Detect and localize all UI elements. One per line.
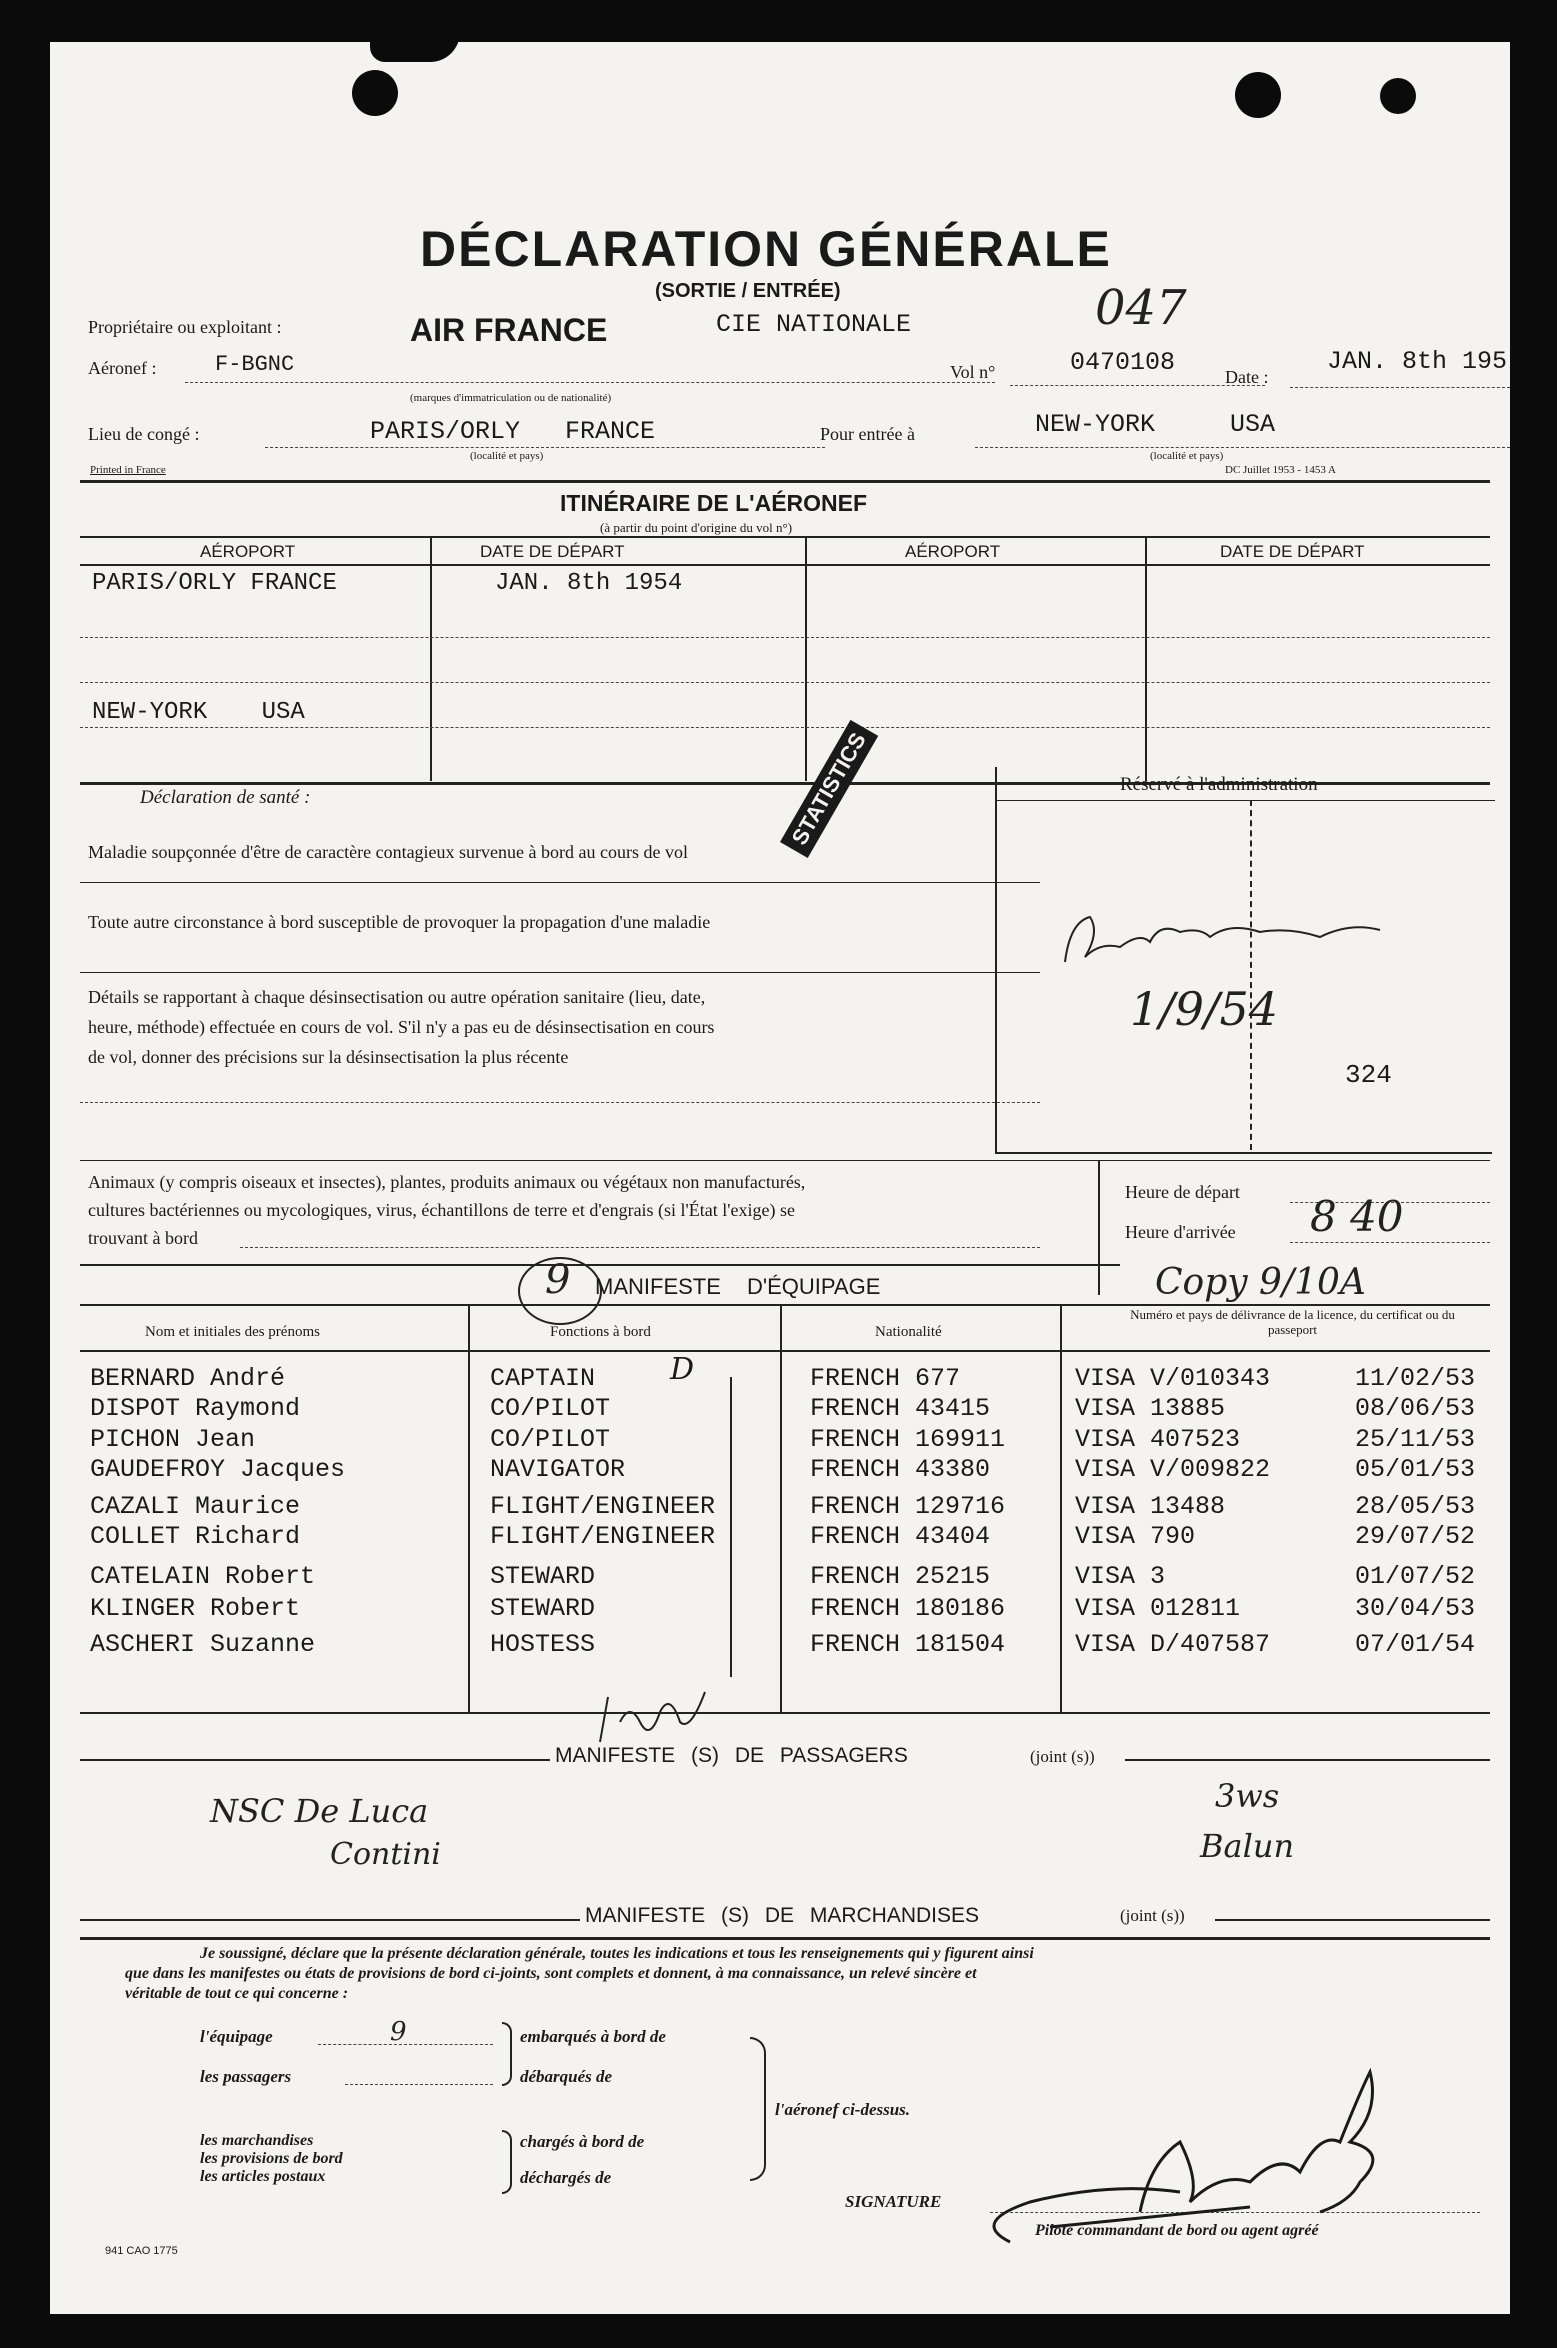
admin-title: Réservé à l'administration (1120, 774, 1318, 795)
passengers-note-right1: 3ws (1215, 1777, 1280, 1815)
locality-note-1: (localité et pays) (470, 450, 544, 462)
decl-embarked: embarqués à bord de (520, 2027, 666, 2046)
crew-license-date: 30/04/53 (1355, 1594, 1476, 1623)
itinerary-col-airport-1: AÉROPORT (200, 542, 296, 561)
owner-value: AIR FRANCE (410, 312, 608, 348)
crew-function: STEWARD (490, 1594, 596, 1623)
health-title: Déclaration de santé : (140, 787, 311, 808)
declaration-line2: que dans les manifestes ou états de provisions de bord ci-joints, sont complets et donnent, à ma connaissance, un relevé sincère et (125, 1965, 977, 1982)
crew-name: KLINGER Robert (90, 1594, 301, 1623)
crew-license: VISA V/009822 (1075, 1455, 1271, 1484)
passengers-note-left1: NSC De Luca (210, 1792, 429, 1830)
flight-value: 0470108 (1070, 348, 1176, 377)
signature-role: Pilote commandant de bord ou agent agréé (1035, 2222, 1319, 2239)
decl-crew-value: 9 (390, 2017, 407, 2047)
departure-time-label: Heure de départ (1125, 1182, 1240, 1202)
crew-circled-count: 9 (545, 1257, 571, 1303)
crew-nationality: FRENCH 43404 (810, 1522, 991, 1551)
crew-function: CO/PILOT (490, 1394, 611, 1423)
crew-nationality: FRENCH 129716 (810, 1492, 1006, 1521)
animals-line2: cultures bactériennes ou mycologiques, virus, échantillons de terre et d'engrais (si l'État l'exige) se (88, 1200, 796, 1220)
admin-number: 324 (1345, 1060, 1392, 1090)
crew-name: DISPOT Raymond (90, 1394, 301, 1423)
itinerary-subtitle: (à partir du point d'origine du vol n°) (600, 520, 793, 535)
marks-note: (marques d'immatriculation ou de nationalité) (410, 392, 612, 404)
decl-bracket-1 (502, 2022, 512, 2086)
signature-label: SIGNATURE (845, 2192, 942, 2211)
crew-col-name: Nom et initiales des prénoms (145, 1324, 320, 1340)
passengers-title: MANIFESTE (S) DE PASSAGERS (555, 1744, 908, 1767)
crew-license-date: 11/02/53 (1355, 1364, 1476, 1393)
admin-handwritten-date: 1/9/54 (1130, 982, 1279, 1036)
captain-initials: D (670, 1352, 695, 1387)
goods-title: MANIFESTE (S) DE MARCHANDISES (585, 1904, 980, 1927)
crew-license: VISA V/010343 (1075, 1364, 1271, 1393)
crew-license-date: 05/01/53 (1355, 1455, 1476, 1484)
crew-license-date: 08/06/53 (1355, 1394, 1476, 1423)
arrival-time-label: Heure d'arrivée (1125, 1222, 1236, 1242)
decl-aircraft: l'aéronef ci-dessus. (775, 2100, 911, 2119)
arrival-time-value: 8 40 (1310, 1192, 1404, 1241)
health-q3-line1: Détails se rapportant à chaque désinsectisation ou autre opération sanitaire (lieu, date, (88, 987, 706, 1007)
crew-license: VISA D/407587 (1075, 1630, 1271, 1659)
crew-nationality: FRENCH 181504 (810, 1630, 1006, 1659)
decl-loaded: chargés à bord de (520, 2132, 645, 2151)
itinerary-col-date-1: DATE DE DÉPART (480, 542, 625, 561)
crew-name: PICHON Jean (90, 1425, 256, 1454)
crew-name: GAUDEFROY Jacques (90, 1455, 346, 1484)
decl-unloaded: déchargés de (520, 2168, 612, 2187)
itinerary-row1-airport: PARIS/ORLY FRANCE (92, 570, 337, 597)
crew-nationality: FRENCH 169911 (810, 1425, 1006, 1454)
crew-nationality: FRENCH 180186 (810, 1594, 1006, 1623)
crew-nationality: FRENCH 43380 (810, 1455, 991, 1484)
decl-crew-label: l'équipage (200, 2027, 273, 2046)
crew-function: STEWARD (490, 1562, 596, 1591)
decl-prov-label: les provisions de bord (200, 2150, 343, 2167)
form-code: 941 CAO 1775 (105, 2245, 178, 2257)
declaration-line1: Je soussigné, déclare que la présente déclaration générale, toutes les indications et tous les renseignements qui y figurent ainsi (200, 1945, 1034, 1962)
passengers-joint: (joint (s)) (1030, 1747, 1095, 1766)
owner-extra: CIE NATIONALE (716, 310, 912, 339)
itinerary-title: ITINÉRAIRE DE L'AÉRONEF (560, 490, 868, 516)
crew-name: BERNARD André (90, 1364, 286, 1393)
torn-edge-mark (370, 42, 460, 62)
crew-name: CATELAIN Robert (90, 1562, 316, 1591)
crew-name: COLLET Richard (90, 1522, 301, 1551)
decl-goods-label: les marchandises (200, 2132, 314, 2149)
crew-license: VISA 3 (1075, 1562, 1166, 1591)
crew-copy-note: Copy 9/10A (1155, 1262, 1366, 1303)
crew-license-date: 25/11/53 (1355, 1425, 1476, 1454)
aircraft-value: F-BGNC (215, 352, 295, 377)
health-q2: Toute autre circonstance à bord susceptible de provoquer la propagation d'une maladie (88, 912, 711, 932)
handwritten-number: 047 (1095, 280, 1187, 336)
crew-function: NAVIGATOR (490, 1455, 626, 1484)
crew-name: CAZALI Maurice (90, 1492, 301, 1521)
crew-license: VISA 13885 (1075, 1394, 1226, 1423)
crew-license: VISA 407523 (1075, 1425, 1241, 1454)
declaration-line3: véritable de tout ce qui concerne : (125, 1985, 349, 2002)
aircraft-label: Aéronef : (88, 358, 157, 378)
itinerary-row2-airport: NEW-YORK USA (92, 699, 305, 726)
health-q3-line2: heure, méthode) effectuée en cours de vol. S'il n'y a pas eu de désinsectisation en cours (88, 1017, 715, 1037)
crew-function: FLIGHT/ENGINEER (490, 1522, 716, 1551)
punch-hole-right (1235, 72, 1281, 118)
departure-value: PARIS/ORLY FRANCE (370, 417, 656, 446)
entry-value: NEW-YORK USA (1035, 410, 1276, 439)
crew-function: CAPTAIN (490, 1364, 596, 1393)
form-ref: DC Juillet 1953 - 1453 A (1225, 464, 1336, 476)
decl-mail-label: les articles postaux (200, 2168, 326, 2185)
passengers-note-left2: Contini (330, 1837, 441, 1872)
crew-nationality: FRENCH 43415 (810, 1394, 991, 1423)
itinerary-row1-date: JAN. 8th 1954 (495, 570, 683, 597)
itinerary-col-airport-2: AÉROPORT (905, 542, 1001, 561)
crew-name: ASCHERI Suzanne (90, 1630, 316, 1659)
statistics-stamp: STATISTICS (780, 720, 878, 858)
owner-label: Propriétaire ou exploitant : (88, 317, 282, 337)
crew-license-date: 01/07/52 (1355, 1562, 1476, 1591)
goods-joint: (joint (s)) (1120, 1906, 1185, 1925)
itinerary-col-date-2: DATE DE DÉPART (1220, 542, 1365, 561)
locality-note-2: (localité et pays) (1150, 450, 1224, 462)
departure-label: Lieu de congé : (88, 424, 200, 444)
entry-label: Pour entrée à (820, 424, 915, 444)
crew-col-license: Numéro et pays de délivrance de la licence, du certificat ou du passeport (1130, 1307, 1455, 1337)
crew-license: VISA 13488 (1075, 1492, 1226, 1521)
crew-col-function: Fonctions à bord (550, 1324, 651, 1340)
decl-pass-label: les passagers (200, 2067, 292, 2086)
date-label: Date : (1225, 367, 1269, 387)
printed-in: Printed in France (90, 464, 166, 476)
crew-license-date: 29/07/52 (1355, 1522, 1476, 1551)
passengers-note-right2: Balun (1200, 1827, 1295, 1865)
animals-line3: trouvant à bord (88, 1228, 198, 1248)
passengers-scrawl (590, 1682, 710, 1752)
decl-big-bracket (750, 2037, 766, 2181)
admin-signature (1060, 902, 1390, 982)
crew-license-date: 07/01/54 (1355, 1630, 1476, 1659)
crew-nationality: FRENCH 25215 (810, 1562, 991, 1591)
date-value: JAN. 8th 195 (1327, 347, 1508, 376)
declaration-form (50, 42, 1510, 2314)
animals-line1: Animaux (y compris oiseaux et insectes), plantes, produits animaux ou végétaux non manufacturés, (88, 1172, 806, 1192)
flight-label: Vol n° (950, 362, 996, 382)
crew-col-nationality: Nationalité (875, 1324, 942, 1340)
crew-function: CO/PILOT (490, 1425, 611, 1454)
punch-hole-right-2 (1380, 78, 1416, 114)
punch-hole-left (352, 70, 398, 116)
crew-bracket-mark (730, 1377, 732, 1677)
crew-function: FLIGHT/ENGINEER (490, 1492, 716, 1521)
crew-license-date: 28/05/53 (1355, 1492, 1476, 1521)
form-subtitle: (SORTIE / ENTRÉE) (655, 280, 841, 302)
decl-bracket-2 (502, 2130, 512, 2194)
crew-title: MANIFESTE D'ÉQUIPAGE (595, 1274, 881, 1299)
decl-disembarked: débarqués de (520, 2067, 613, 2086)
crew-license: VISA 790 (1075, 1522, 1196, 1551)
crew-license: VISA 012811 (1075, 1594, 1241, 1623)
form-title: DÉCLARATION GÉNÉRALE (420, 221, 1112, 277)
health-q1: Maladie soupçonnée d'être de caractère contagieux survenue à bord au cours de vol (88, 842, 688, 862)
crew-nationality: FRENCH 677 (810, 1364, 961, 1393)
crew-function: HOSTESS (490, 1630, 596, 1659)
health-q3-line3: de vol, donner des précisions sur la désinsectisation la plus récente (88, 1047, 569, 1067)
